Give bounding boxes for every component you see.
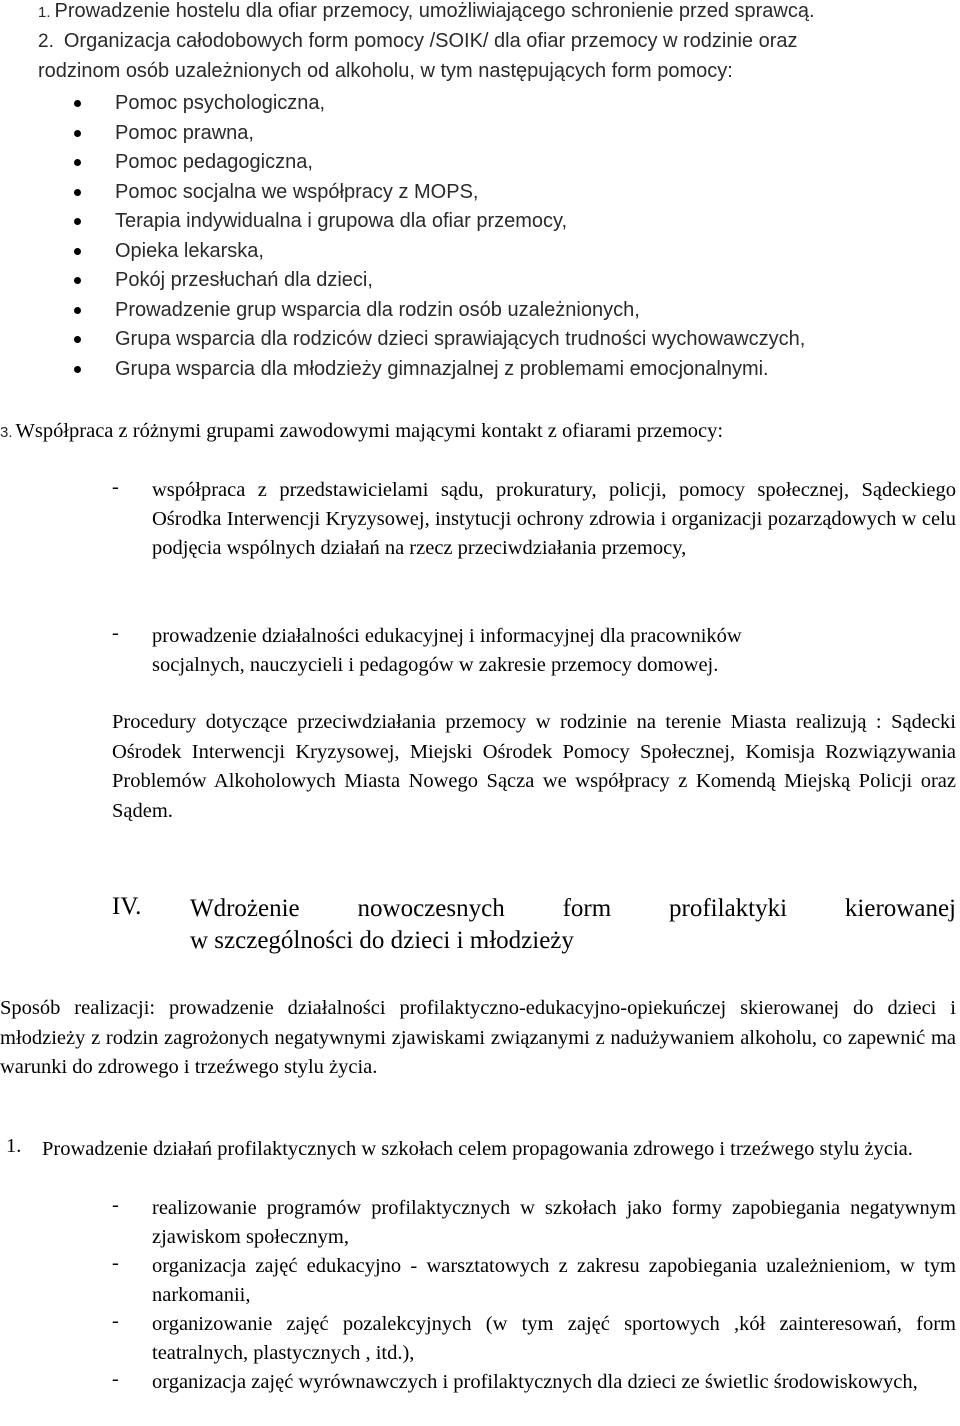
dash-marker: - (112, 1368, 119, 1390)
section-3-number: 3. (0, 424, 13, 441)
item-number: 1. (6, 1135, 22, 1157)
bullet-icon (74, 100, 81, 107)
bullet-icon (74, 130, 81, 137)
cooperation-text-1: współpraca z przedstawicielami sądu, prokuratury, policji, pomocy społecznej, Sądeckiego Ośrodka Interwencji Kryzysowej, instytucji ochrony zdrowia i organizacji pozarządowych w celu podjęcia wspólnych działań na rzecz przeciwdziałania przemocy, (152, 479, 956, 559)
list-item: Terapia indywidualna i grupowa dla ofiar przemocy, (72, 208, 805, 238)
realization-paragraph: Sposób realizacji: prowadzenie działalności profilaktyczno-edukacyjno-opiekuńczej skierowanej do dzieci i młodzieży z rodzin zagrożonych negatywnymi zjawiskami związanymi z nadużywaniem alkoholu, co zapewnić ma warunki do zdrowego i trzeźwego stylu życia. (0, 997, 956, 1078)
dash-marker: - (112, 476, 119, 498)
sub-item-text: organizacja zajęć wyrównawczych i profilaktycznych dla dzieci ze świetlic środowiskowych, (152, 1371, 918, 1393)
list-item: Prowadzenie grup wsparcia dla rodzin osób uzależnionych, (72, 297, 805, 327)
chapter-title (190, 893, 956, 957)
bullet-icon (74, 307, 81, 314)
section-1-text: Prowadzenie hostelu dla ofiar przemocy, umożliwiającego schronienie przed sprawcą. (54, 0, 815, 22)
chapter-title-line-2: w szczególności do dzieci i młodzieży (190, 927, 574, 954)
dash-marker: - (112, 1194, 119, 1216)
bullet-icon (74, 336, 81, 343)
list-item: Grupa wsparcia dla młodzieży gimnazjalnej z problemami emocjonalnymi. (72, 356, 805, 386)
section-2-number: 2. (38, 31, 54, 52)
bullet-icon (74, 277, 81, 284)
chapter-title-line-1: Wdrożenie nowoczesnych form profilaktyki kierowanej (190, 895, 956, 922)
dash-marker: - (112, 1252, 119, 1274)
bullet-icon (74, 159, 81, 166)
list-item: Pokój przesłuchań dla dzieci, (72, 267, 805, 297)
section-2-line-2 (38, 60, 733, 83)
dash-marker: - (112, 622, 119, 644)
section-1-line (38, 0, 815, 23)
sub-item-text: realizowanie programów profilaktycznych w szkołach jako formy zapobiegania negatywnym zjawiskom społecznym, (152, 1197, 956, 1248)
bullet-icon (74, 189, 81, 196)
help-forms-list (72, 90, 805, 385)
section-3-text: Współpraca z różnymi grupami zawodowymi mającymi kontakt z ofiarami przemocy: (15, 420, 724, 442)
bullet-icon (74, 218, 81, 225)
section-2-text-1: Organizacja całodobowych form pomocy /SOIK/ dla ofiar przemocy w rodzinie oraz (63, 30, 798, 52)
item-text: Prowadzenie działań profilaktycznych w szkołach celem propagowania zdrowego i trzeźwego stylu życia. (42, 1138, 913, 1160)
list-item: Pomoc psychologiczna, (72, 90, 805, 120)
procedures-paragraph: Procedury dotyczące przeciwdziałania przemocy w rodzinie na terenie Miasta realizują : Sądecki Ośrodek Interwencji Kryzysowej, Miejski Ośrodek Pomocy Społecznej, Komisja Rozwiązywania Problemów Alkoholowych Miasta Nowego Sącza we współpracy z Komendą Miejską Policji oraz Sądem. (112, 711, 956, 822)
list-item: Pomoc prawna, (72, 120, 805, 150)
chapter-number: IV. (112, 893, 142, 920)
sub-item-text: organizacja zajęć edukacyjno - warsztatowych z zakresu zapobiegania uzależnieniom, w tym narkomanii, (152, 1255, 956, 1306)
sub-item-text: organizowanie zajęć pozalekcyjnych (w tym zajęć sportowych ,kół zainteresowań, form teatralnych, plastycznych , itd.), (152, 1313, 956, 1364)
section-2-text-2: rodzinom osób uzależnionych od alkoholu, w tym następujących form pomocy: (38, 60, 733, 82)
section-2-line-1 (38, 30, 798, 53)
section-3-line (0, 420, 723, 443)
list-item: Opieka lekarska, (72, 238, 805, 268)
bullet-icon (74, 366, 81, 373)
list-item: Grupa wsparcia dla rodziców dzieci sprawiających trudności wychowawczych, (72, 326, 805, 356)
cooperation-text-2: prowadzenie działalności edukacyjnej i informacyjnej dla pracowników socjalnych, nauczycieli i pedagogów w zakresie przemocy domowej. (152, 625, 742, 676)
dash-marker: - (112, 1310, 119, 1332)
bullet-icon (74, 248, 81, 255)
list-item: Pomoc pedagogiczna, (72, 149, 805, 179)
list-item: Pomoc socjalna we współpracy z MOPS, (72, 179, 805, 209)
section-1-number: 1. (38, 4, 51, 21)
